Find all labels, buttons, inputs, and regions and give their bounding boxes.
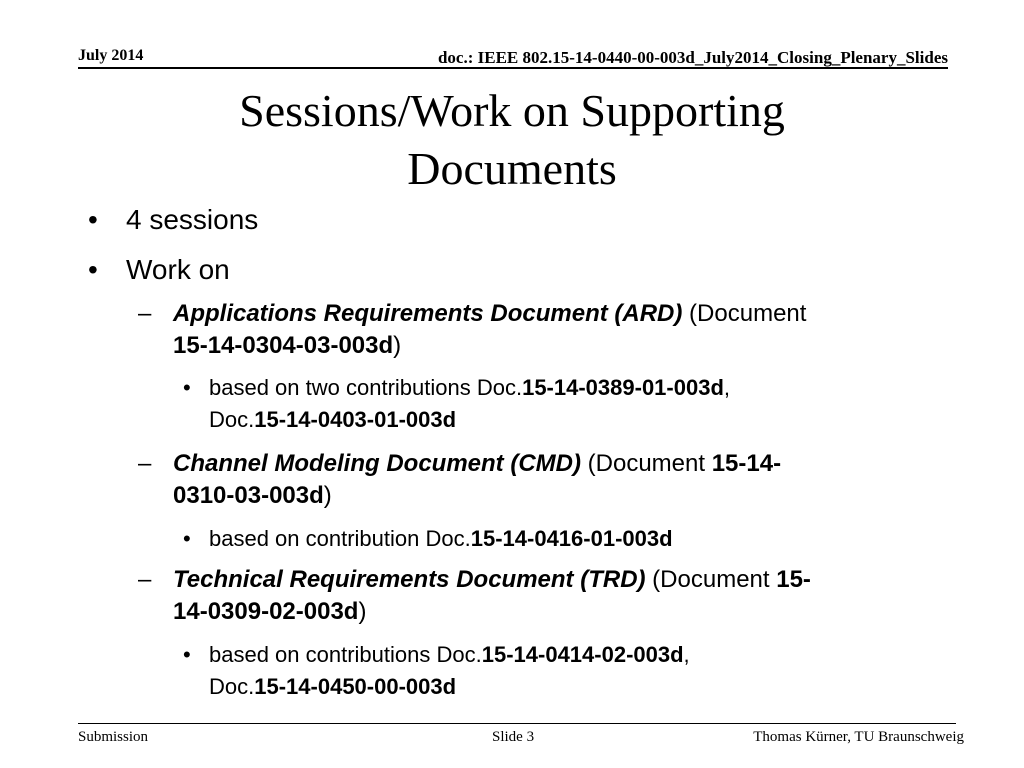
trd-doc-number-part-1: 15- — [776, 566, 811, 593]
trd-contrib-doc-1: 15-14-0414-02-003d — [481, 642, 684, 667]
item-cmd-contribution — [183, 523, 943, 555]
bullet-glyph: • — [183, 642, 191, 667]
bullet-glyph: • — [88, 204, 98, 235]
ard-contrib-doc-2: 15-14-0403-01-003d — [254, 407, 457, 432]
ard-contrib-text: based on two contributions Doc. — [209, 375, 523, 400]
ard-contrib-doc-label: Doc. — [209, 407, 255, 432]
item-trd — [138, 564, 938, 628]
trd-contrib-doc-2: 15-14-0450-00-003d — [254, 674, 457, 699]
item-ard-contribution — [183, 372, 943, 436]
header-document-id: doc.: IEEE 802.15-14-0440-00-003d_July2014_Closing_Plenary_Slides — [437, 48, 948, 67]
slide-title-line-2: Documents — [407, 143, 617, 194]
ard-post: ) — [393, 332, 402, 359]
cmd-contrib-doc: 15-14-0416-01-003d — [470, 526, 673, 551]
bullet-work-on — [88, 253, 230, 287]
ard-name: Applications Requirements Document (ARD) — [173, 300, 683, 327]
footer-submission: Submission — [78, 729, 149, 745]
ard-doc-number: 15-14-0304-03-003d — [173, 332, 394, 359]
trd-contrib-doc-label: Doc. — [209, 674, 255, 699]
bullet-sessions-text: 4 sessions — [126, 204, 259, 235]
cmd-doc-number-part-1: 15-14- — [711, 450, 782, 477]
cmd-contrib-text: based on contribution Doc. — [209, 526, 471, 551]
bullet-sessions — [88, 203, 258, 237]
trd-pre: (Document — [645, 566, 777, 593]
dash-glyph: – — [138, 300, 152, 327]
header-divider — [78, 67, 948, 69]
ard-contrib-doc-1: 15-14-0389-01-003d — [522, 375, 724, 400]
trd-name: Technical Requirements Document (TRD) — [173, 566, 646, 593]
slide-title-line-1: Sessions/Work on Supporting — [239, 85, 785, 136]
ard-pre: (Document — [682, 300, 807, 327]
trd-doc-number-part-2: 14-0309-02-003d — [173, 598, 359, 625]
slide-title — [112, 82, 912, 198]
bullet-glyph: • — [88, 254, 98, 285]
footer-slide-number: Slide 3 — [492, 729, 535, 745]
cmd-name: Channel Modeling Document (CMD) — [173, 450, 581, 477]
trd-contrib-separator: , — [683, 642, 690, 667]
bullet-work-on-text: Work on — [126, 254, 230, 285]
item-ard — [138, 298, 938, 362]
cmd-pre: (Document — [580, 450, 712, 477]
trd-contrib-text: based on contributions Doc. — [209, 642, 482, 667]
cmd-post: ) — [323, 482, 332, 509]
bullet-glyph: • — [183, 375, 191, 400]
footer-author: Thomas Kürner, TU Braunschweig — [753, 729, 964, 745]
trd-post: ) — [358, 598, 367, 625]
footer-divider — [78, 723, 956, 724]
cmd-doc-number-part-2: 0310-03-003d — [173, 482, 324, 509]
header-date: July 2014 — [78, 47, 144, 64]
dash-glyph: – — [138, 450, 152, 477]
item-cmd — [138, 448, 938, 512]
item-trd-contribution — [183, 639, 943, 703]
bullet-glyph: • — [183, 526, 191, 551]
ard-contrib-separator: , — [723, 375, 731, 400]
dash-glyph: – — [138, 566, 152, 593]
